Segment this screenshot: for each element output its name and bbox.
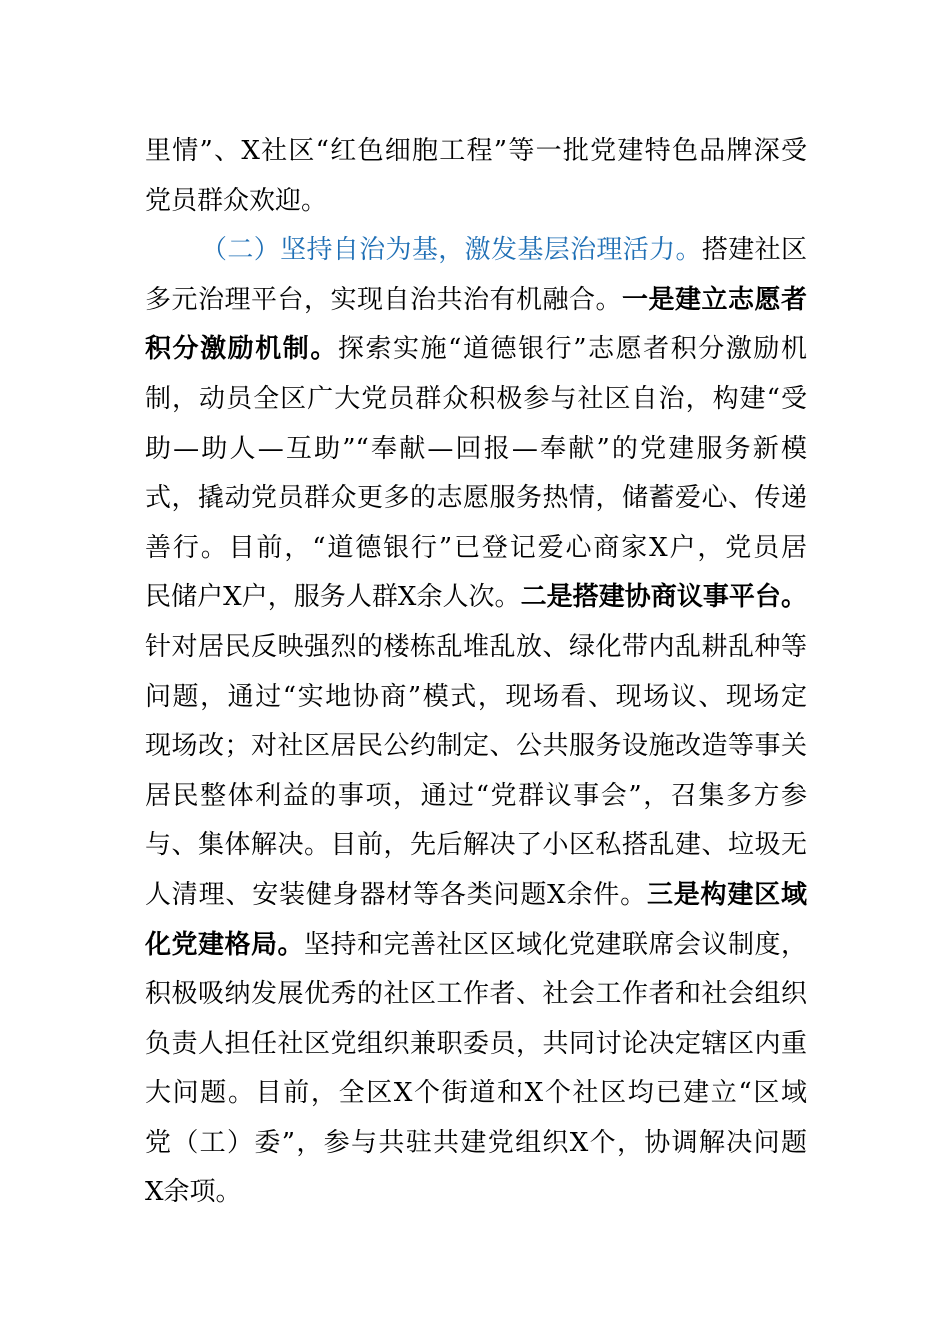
text-line: [145, 127, 807, 177]
bold-phrase: 化党建格局。: [145, 929, 304, 960]
bold-phrase: 积分激励机制。: [145, 334, 338, 365]
text-line: [145, 1020, 807, 1070]
text-line: [145, 623, 807, 673]
text-line: [145, 474, 807, 524]
text-segment: 人清理、安装健身器材等各类问题X余件。: [145, 879, 647, 910]
section-heading: （二）坚持自治为基，激发基层治理活力。: [201, 235, 702, 266]
text-line: [145, 226, 807, 276]
text-line: [145, 821, 807, 871]
text-segment: 搭建社区: [701, 235, 807, 266]
text-segment: 党员群众欢迎。: [145, 185, 328, 216]
text-segment: 制，动员全区广大党员群众积极参与社区自治，构建“受: [145, 383, 807, 414]
text-segment: 民储户X户，服务人群X余人次。: [145, 582, 521, 613]
bold-phrase: 二是搭建协商议事平台。: [520, 582, 807, 613]
text-segment: 坚持和完善社区区域化党建联席会议制度，: [304, 929, 807, 960]
text-segment: 善行。目前，“道德银行”已登记爱心商家X户，党员居: [145, 532, 807, 563]
text-line: [145, 325, 807, 375]
text-line: [145, 524, 807, 574]
text-segment: 多元治理平台，实现自治共治有机融合。: [145, 284, 622, 315]
text-segment: 针对居民反映强烈的楼栋乱堆乱放、绿化带内乱耕乱种等: [145, 631, 807, 662]
text-segment: 现场改；对社区居民公约制定、公共服务设施改造等事关: [145, 731, 807, 762]
text-line: [145, 375, 807, 425]
text-line: [145, 970, 807, 1020]
text-line: [145, 772, 807, 822]
text-line: [145, 177, 807, 227]
text-segment: 里情”、X社区“红色细胞工程”等一批党建特色品牌深受: [145, 136, 807, 166]
text-line: [145, 1168, 807, 1218]
text-segment: 大问题。目前，全区X个街道和X个社区均已建立“区域: [145, 1078, 807, 1109]
text-segment: 式，撬动党员群众更多的志愿服务热情，储蓄爱心、传递: [145, 483, 807, 514]
text-segment: X余项。: [145, 1177, 242, 1208]
text-line: [145, 921, 807, 971]
text-segment: 积极吸纳发展优秀的社区工作者、社会工作者和社会组织: [145, 979, 807, 1010]
body-text: [145, 127, 807, 1218]
text-line: [145, 722, 807, 772]
text-line: [145, 871, 807, 921]
text-segment: 居民整体利益的事项，通过“党群议事会”，召集多方参: [145, 780, 807, 811]
text-segment: 探索实施“道德银行”志愿者积分激励机: [337, 334, 807, 365]
bold-phrase: 一是建立志愿者: [621, 284, 807, 315]
text-segment: 党（工）委”，参与共驻共建党组织X个，协调解决问题: [145, 1127, 807, 1158]
text-line: [145, 1069, 807, 1119]
text-line: [145, 276, 807, 326]
text-segment: 问题，通过“实地协商”模式，现场看、现场议、现场定: [145, 681, 807, 712]
text-line: [145, 573, 807, 623]
text-segment: 助—助人—互助”“奉献—回报—奉献”的党建服务新模: [145, 433, 807, 464]
bold-phrase: 三是构建区域: [646, 879, 807, 910]
text-line: [145, 673, 807, 723]
text-line: [145, 1119, 807, 1169]
text-line: [145, 425, 807, 475]
text-segment: 负责人担任社区党组织兼职委员，共同讨论决定辖区内重: [145, 1028, 807, 1059]
text-segment: 与、集体解决。目前，先后解决了小区私搭乱建、垃圾无: [145, 830, 807, 861]
